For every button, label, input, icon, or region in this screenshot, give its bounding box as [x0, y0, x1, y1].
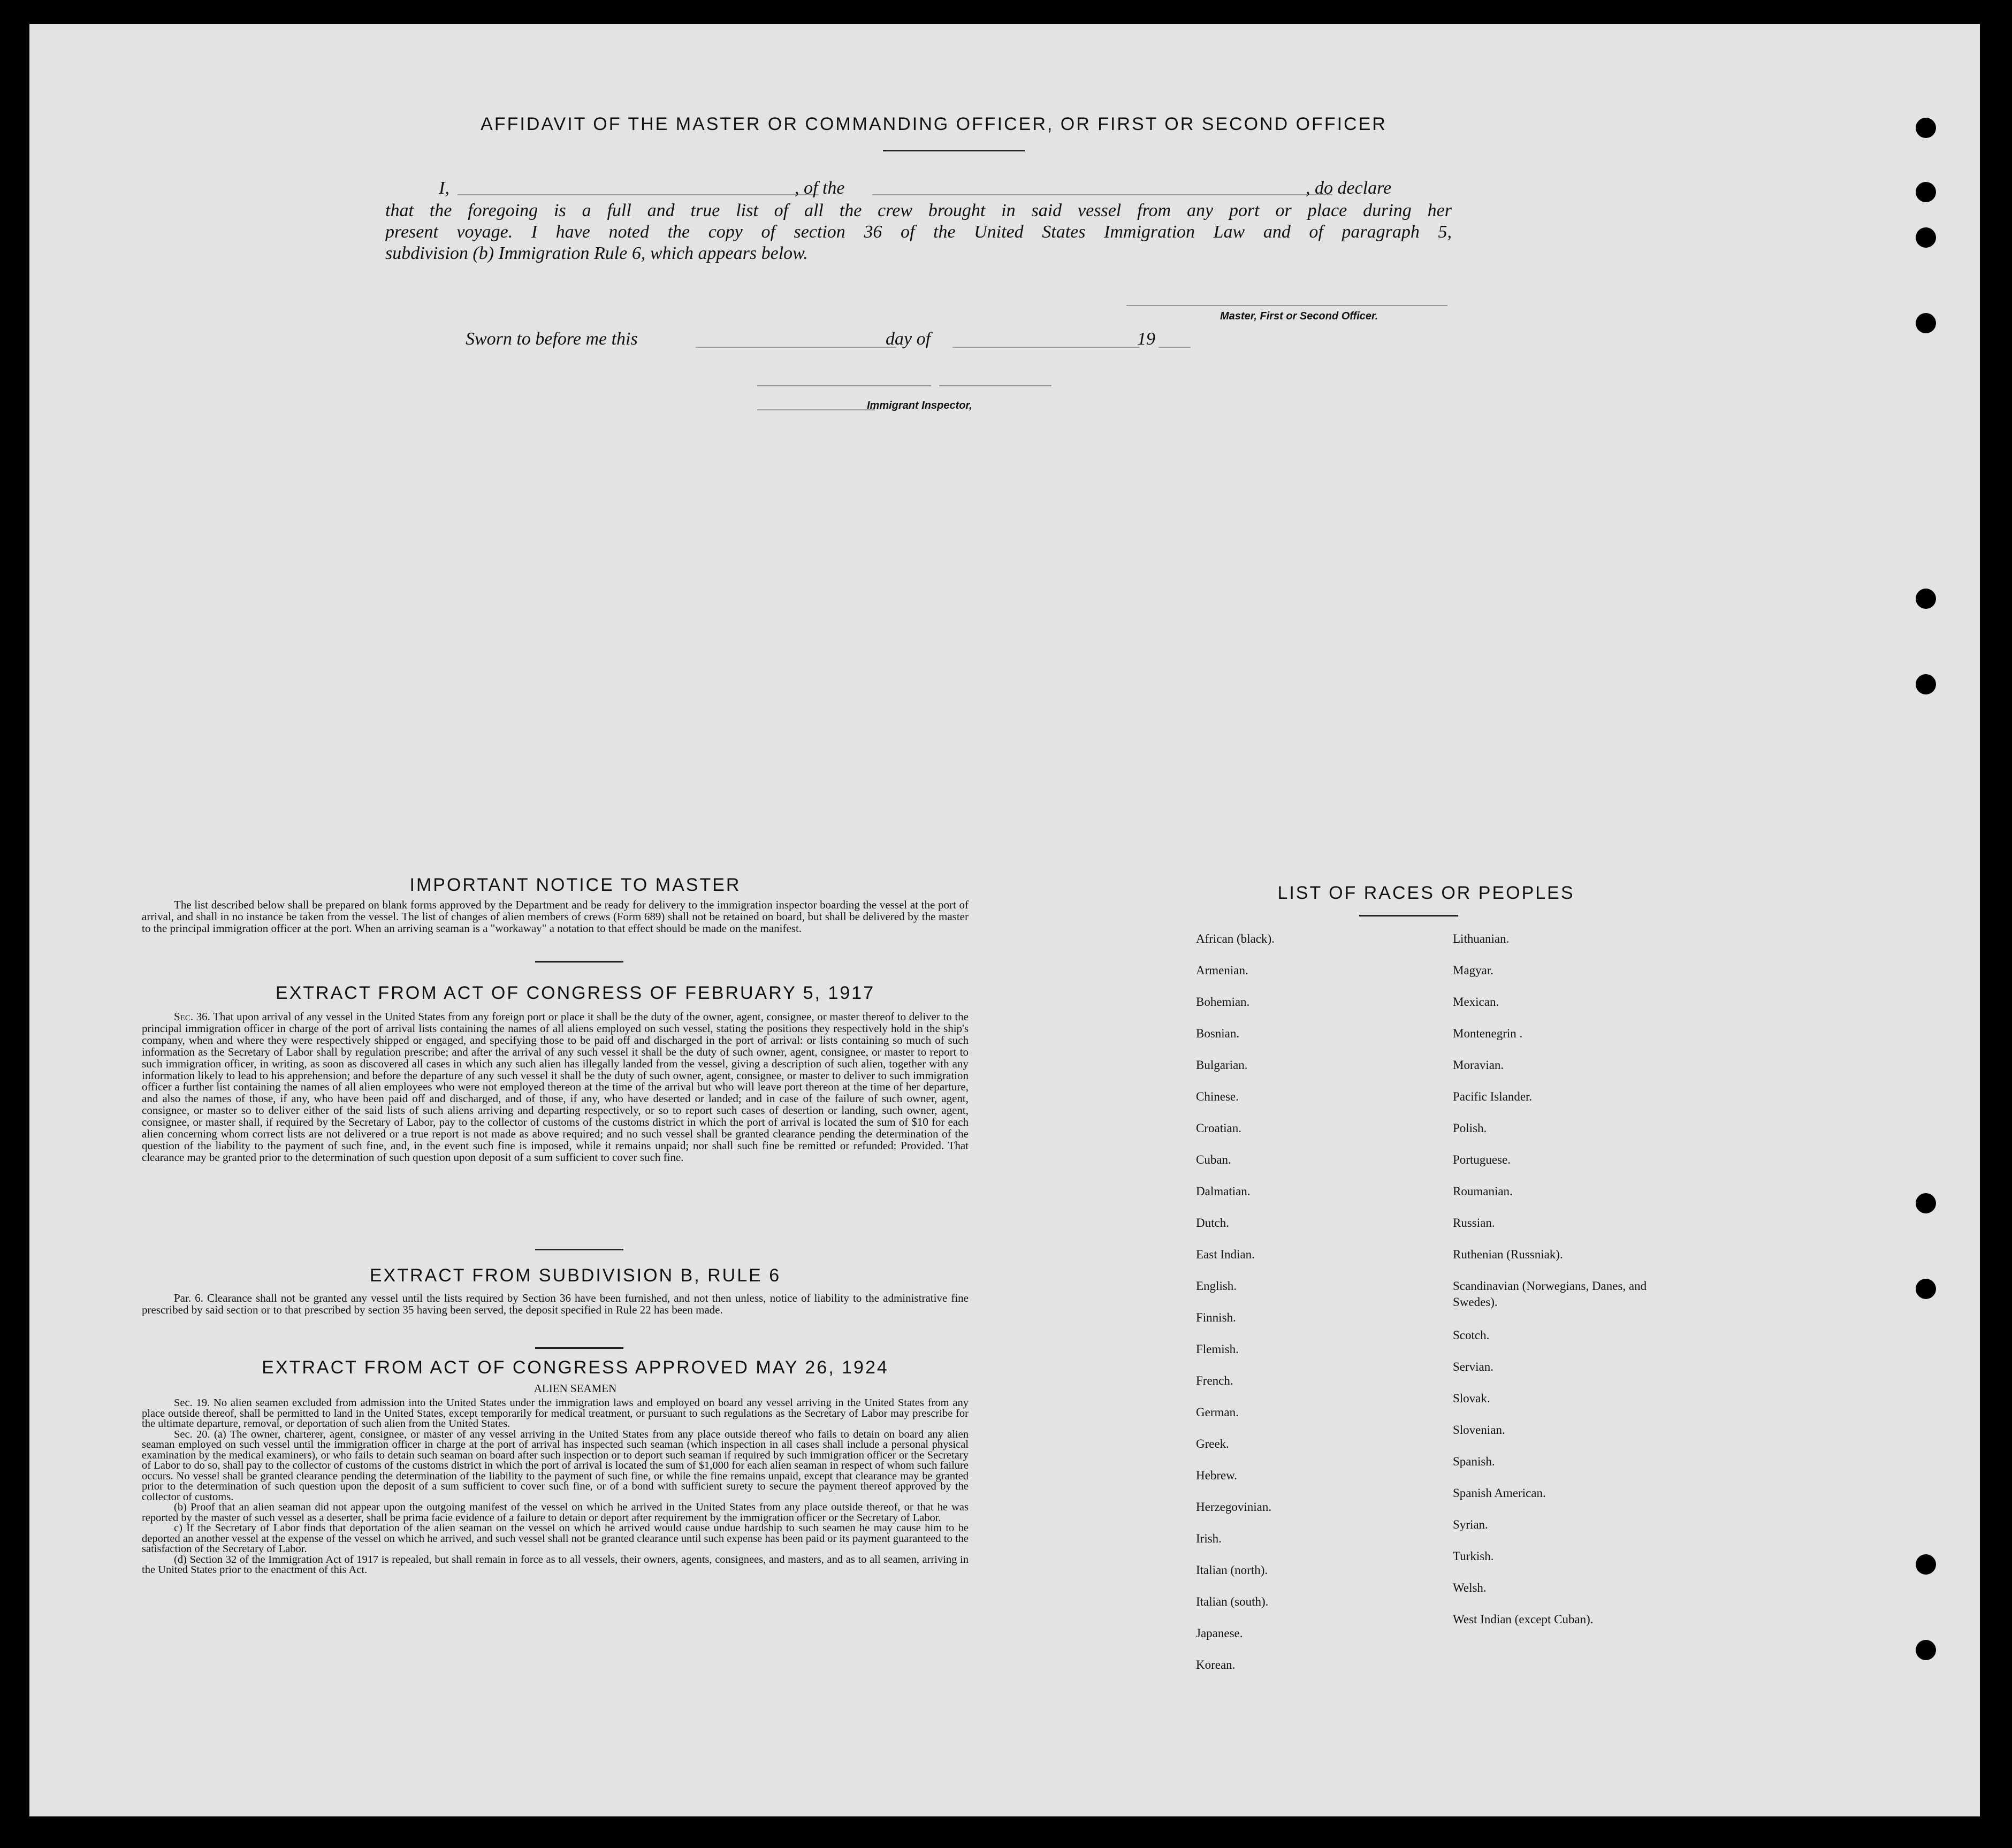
race-item: Chinese. — [1196, 1090, 1239, 1103]
race-item: Spanish American. — [1453, 1486, 1546, 1500]
sworn-month-blank[interactable] — [952, 347, 1140, 348]
extract-1924-title: EXTRACT FROM ACT OF CONGRESS APPROVED MAY 26, 1924 — [262, 1357, 889, 1378]
declaration-line-1: that the foregoing is a full and true list of all the crew brought in said vessel from any port or place during her — [385, 201, 1452, 220]
punch-hole — [1916, 313, 1936, 333]
sworn-label: Sworn to before me this — [466, 329, 638, 349]
race-item: Slovak. — [1453, 1392, 1490, 1405]
extract-1917-divider — [535, 1249, 623, 1250]
name-blank[interactable] — [458, 194, 819, 195]
extract-1917-block — [142, 1011, 969, 1164]
punch-hole — [1916, 118, 1936, 138]
inspector-blank-1[interactable] — [757, 385, 931, 386]
race-item: Finnish. — [1196, 1311, 1236, 1324]
race-item: Cuban. — [1196, 1153, 1231, 1166]
race-item: Servian. — [1453, 1360, 1494, 1373]
signature-label: Master, First or Second Officer. — [1220, 310, 1378, 322]
day-of-label: day of — [886, 329, 931, 349]
race-item: Bohemian. — [1196, 995, 1250, 1009]
declaration-line-3: subdivision (b) Immigration Rule 6, which appears below. — [385, 243, 808, 263]
year-label: 19 — [1137, 329, 1155, 349]
race-item: Dalmatian. — [1196, 1185, 1251, 1198]
par-6-text: Par. 6. Clearance shall not be granted any vessel until the lists required by Section 36 have been furnished, and not then unless, notice of liability to the administrative fine prescribed by said section or to that prescribed by section 35 having been served, the deposit specified in Rule 22 has been made. — [142, 1292, 969, 1316]
punch-hole — [1916, 1554, 1936, 1575]
race-item: Spanish. — [1453, 1455, 1495, 1468]
race-item: Welsh. — [1453, 1581, 1487, 1594]
punch-hole — [1916, 1640, 1936, 1660]
race-item: Slovenian. — [1453, 1423, 1505, 1437]
race-item: Japanese. — [1196, 1626, 1243, 1640]
race-item: Hebrew. — [1196, 1469, 1238, 1482]
race-item: Irish. — [1196, 1532, 1222, 1545]
sworn-day-blank[interactable] — [696, 347, 896, 348]
race-item: Herzegovinian. — [1196, 1500, 1272, 1514]
race-item: Lithuanian. — [1453, 932, 1510, 945]
year-blank[interactable] — [1159, 347, 1191, 348]
race-item: Mexican. — [1453, 995, 1499, 1009]
race-item: Ruthenian (Russniak). — [1453, 1248, 1563, 1261]
race-item: Syrian. — [1453, 1518, 1488, 1531]
extract-1917-title: EXTRACT FROM ACT OF CONGRESS OF FEBRUARY 5, 1917 — [275, 983, 875, 1003]
race-item: West Indian (except Cuban). — [1453, 1613, 1594, 1626]
sec-19-text: Sec. 19. No alien seamen excluded from admission into the United States under the immigration laws and employed on board any vessel arriving in the United States from any place outside thereof, shall be permitted to land in the United States, except temporarily for medical treatment, or pursuant to such regulations as the Secretary of Labor may prescribe for the ultimate departure, removal, or deportation of such alien from the United States. — [142, 1397, 969, 1430]
extract-rule6-block — [142, 1292, 969, 1316]
race-item: Polish. — [1453, 1121, 1487, 1135]
punch-hole — [1916, 1193, 1936, 1213]
race-item: Magyar. — [1453, 964, 1494, 977]
race-item: Flemish. — [1196, 1342, 1239, 1356]
race-item: Russian. — [1453, 1216, 1495, 1230]
inspector-blank-2[interactable] — [939, 385, 1051, 386]
inspector-label: Immigrant Inspector, — [867, 400, 972, 411]
punch-hole — [1916, 1279, 1936, 1299]
affidavit-i: I, — [439, 178, 449, 198]
affidavit-of-the: , of the — [795, 178, 845, 198]
vessel-blank[interactable] — [872, 194, 1332, 195]
punch-hole — [1916, 674, 1936, 694]
races-title-underline — [1359, 915, 1458, 917]
race-item: East Indian. — [1196, 1248, 1255, 1261]
punch-hole — [1916, 227, 1936, 248]
race-item: Italian (south). — [1196, 1595, 1269, 1608]
signature-blank[interactable] — [1126, 305, 1447, 306]
extract-1924-block — [142, 1398, 969, 1576]
race-item: Italian (north). — [1196, 1563, 1268, 1577]
alien-seamen-subtitle: ALIEN SEAMEN — [534, 1382, 617, 1395]
race-item: African (black). — [1196, 932, 1275, 945]
race-item: Korean. — [1196, 1658, 1236, 1671]
title-underline — [883, 150, 1025, 151]
race-item: Scotch. — [1453, 1328, 1490, 1342]
race-item: German. — [1196, 1406, 1239, 1419]
race-item: Croatian. — [1196, 1121, 1241, 1135]
race-item: English. — [1196, 1279, 1237, 1293]
sec-20c-text: c) If the Secretary of Labor finds that deportation of the alien seaman on the vessel on which he arrived would cause undue hardship to such seamen he may cause him to be deported an another vessel at the expense of the vessel on which he arrived, and such vessel shall not be granted clearance until such expense has been paid or its payment guaranteed to the satisfaction of the Secretary of Labor. — [142, 1522, 969, 1555]
sec-20b-text: (b) Proof that an alien seaman did not appear upon the outgoing manifest of the vessel on which he arrived in the United States from any place outside thereof, or that he was reported by the master of such vessel as a deserter, shall be prima facie evidence of a failure to detain or deport after requirement by the immigration officer or the Secretary of Labor. — [142, 1501, 969, 1524]
punch-hole — [1916, 182, 1936, 202]
race-item: Armenian. — [1196, 964, 1248, 977]
sec-20a-text: Sec. 20. (a) The owner, charterer, agent, consignee, or master of any vessel arriving in the United States from any place outside thereof who fails to detain on board any alien seaman employed on such vessel until the immigration officer in charge at the port of arrival has inspected such seaman (which inspection in all cases shall include a personal physical examination by the medical examiners), or who fails to detain such seaman on board after such inspection or to deport such seaman if required by such immigration officer or the Secretary of Labor to do so, shall pay to the collector of customs of the customs district in which the port of arrival is located the sum of $1,000 for each alien seaman in respect of whom such failure occurs. No vessel shall be granted clearance pending the determination of the liability to the payment of such fine, or while the fine remains unpaid, except that clearance may be granted prior to the determination of such question upon the deposit of a sum sufficient to cover such fine, or of a bond with sufficient surety to secure the payment thereof approved by the collector of customs. — [142, 1428, 969, 1503]
race-item: Montenegrin . — [1453, 1027, 1523, 1040]
form-sheet — [29, 24, 1980, 1816]
race-item: Scandinavian (Norwegians, Danes, and Swedes). — [1453, 1279, 1647, 1309]
notice-title: IMPORTANT NOTICE TO MASTER — [409, 875, 741, 895]
notice-divider — [535, 961, 623, 963]
race-item: Roumanian. — [1453, 1185, 1513, 1198]
races-column-2 — [1453, 931, 1656, 1643]
extract-rule6-title: EXTRACT FROM SUBDIVISION B, RULE 6 — [369, 1265, 781, 1286]
punch-hole — [1916, 589, 1936, 609]
notice-text: The list described below shall be prepared on blank forms approved by the Department and be ready for delivery to the immigration inspector boarding the vessel at the port of arrival, and shall in no instance be taken from the vessel. The list of changes of alien members of crews (Form 689) shall not be retained on board, but shall be delivered by the master to the principal immigration officer at the port. When an arriving seaman is a "workaway" a notation to that effect should be made on the manifest. — [142, 898, 969, 935]
affidavit-do-declare: , do declare — [1306, 178, 1392, 198]
affidavit-title: AFFIDAVIT OF THE MASTER OR COMMANDING OFFICER, OR FIRST OR SECOND OFFICER — [481, 114, 1387, 134]
race-item: Greek. — [1196, 1437, 1229, 1450]
extract-rule6-divider — [535, 1347, 623, 1349]
race-item: Dutch. — [1196, 1216, 1229, 1230]
race-item: Moravian. — [1453, 1058, 1504, 1072]
race-item: Turkish. — [1453, 1549, 1494, 1563]
notice-text-block — [142, 899, 969, 934]
races-title: LIST OF RACES OR PEOPLES — [1277, 883, 1575, 903]
sec-20d-text: (d) Section 32 of the Immigration Act of 1917 is repealed, but shall remain in force as to all vessels, their owners, agents, consignees, and masters, and as to all seamen, arriving in the United States prior to the enactment of this Act. — [142, 1553, 969, 1576]
race-item: French. — [1196, 1374, 1233, 1387]
race-item: Portuguese. — [1453, 1153, 1511, 1166]
declaration-line-2: present voyage. I have noted the copy of section 36 of the United States Immigration Law and of paragraph 5, — [385, 222, 1452, 242]
sec-36-text: That upon arrival of any vessel in the United States from any foreign port or place it shall be the duty of the owner, agent, consignee, or master thereof to deliver to the principal immigration officer in charge of the port of arrival lists containing the names of all aliens employed on such vessel, stating the positions they respectively hold in the ship's company, when and where they were respectively shipped or engaged, and specifying those to be paid off and discharged in the port of arrival: or lists containing so much of such information as the Secretary of Labor shall by regulation prescribe; and after the arrival of any such vessel it shall be the duty of such owner, agent, consignee, or master to report to such immigration officer, in writing, as soon as discovered all cases in which any such alien has illegally landed from the vessel, giving a description of such alien, together with any information likely to lead to his apprehension; and before the departure of any such vessel it shall be the duty of such owner, agent, consignee, or master to deliver to such immigration officer a further list containing the names of all alien employees who were not employed thereon at the time of the arrival but who will leave port thereon at the time of her departure, and also the names of those, if any, who have been paid off and discharged, and of those, if any, who have deserted or landed; and in case of the failure of such owner, agent, consignee, or master so to deliver either of the said lists of such aliens arriving and departing respectively, or so to report such cases of desertion or landing, such owner, agent, consignee, or master shall, if required by the Secretary of Labor, pay to the collector of customs of the customs district in which the port of arrival is located the sum of $10 for each alien concerning whom correct lists are not delivered or a true report is not made as above required; and no such vessel shall be granted clearance pending the determination of the question of the liability to the payment of such fine, and, in the event such fine is imposed, while it remains unpaid; nor shall such fine be remitted or refunded: Provided. That clearance may be granted prior to the determination of such question upon deposit of a sum sufficient to cover such fine. — [142, 1010, 969, 1164]
races-column-1 — [1196, 931, 1421, 1689]
race-item: Pacific Islander. — [1453, 1090, 1533, 1103]
race-item: Bosnian. — [1196, 1027, 1240, 1040]
sec-36-label: Sec. 36. — [174, 1010, 210, 1023]
inspector-blank-3[interactable] — [757, 409, 875, 410]
race-item: Bulgarian. — [1196, 1058, 1248, 1072]
